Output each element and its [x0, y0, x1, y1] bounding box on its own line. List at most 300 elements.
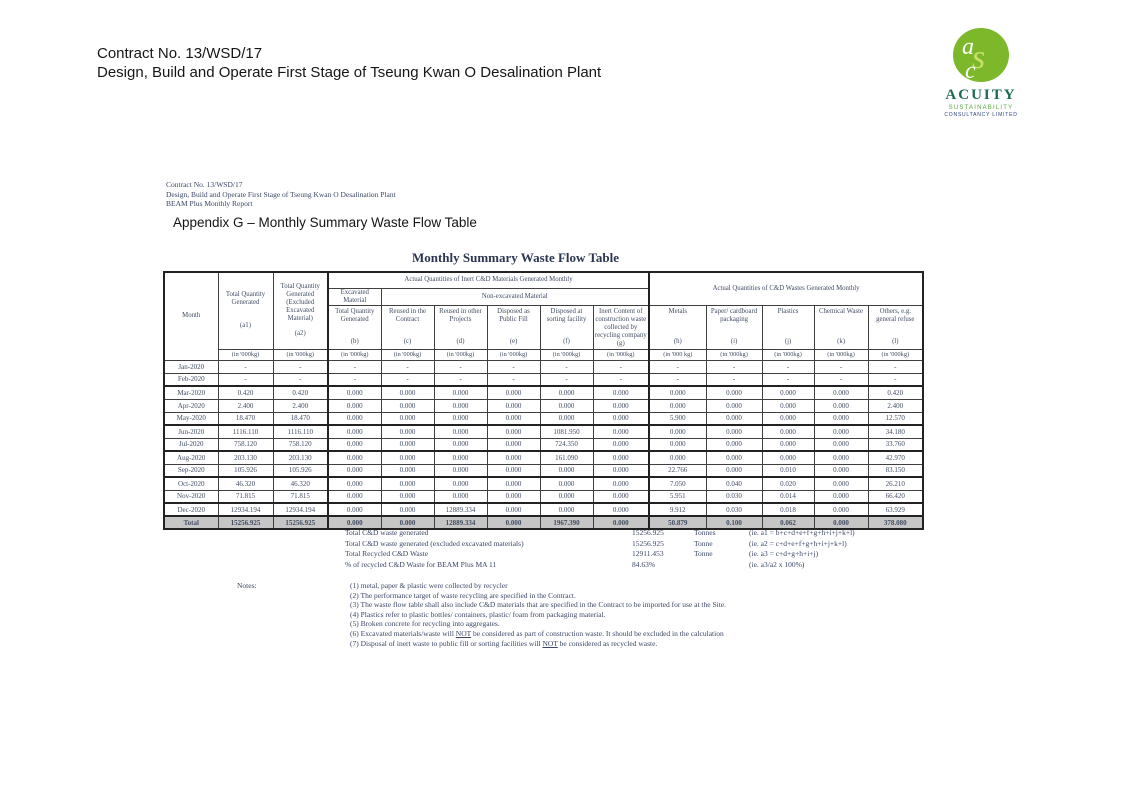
value-cell: - — [328, 373, 381, 386]
summary-unit: Tonne — [694, 538, 713, 548]
value-cell: 0.000 — [434, 464, 487, 477]
value-cell: 12934.194 — [273, 503, 328, 516]
value-cell: 0.000 — [487, 412, 540, 425]
col-header-h — [649, 305, 706, 349]
value-cell: 724.350 — [540, 438, 593, 451]
value-cell: 0.000 — [487, 451, 540, 464]
value-cell: 0.000 — [434, 438, 487, 451]
section-header-cnd-wastes: Actual Quantities of C&D Wastes Generated Monthly — [649, 272, 923, 305]
value-cell: - — [540, 373, 593, 386]
value-cell: 0.000 — [381, 425, 434, 438]
summary-row — [345, 560, 905, 571]
value-cell: - — [868, 373, 923, 386]
value-cell: 0.000 — [814, 503, 868, 516]
table-row — [164, 425, 923, 438]
col-header-c-letter: (c) — [403, 338, 412, 345]
value-cell: 71.815 — [273, 490, 328, 503]
unit-cell: (in '000kg) — [814, 349, 868, 360]
logo-mark-icon — [950, 26, 1012, 86]
value-cell: 0.000 — [434, 386, 487, 399]
summary-label: Total C&D waste generated — [345, 528, 429, 537]
col-header-a1-label: Total Quantity Generated — [225, 291, 266, 307]
summary-label: Total C&D waste generated (excluded excavated materials) — [345, 538, 524, 548]
report-contract-number: Contract No. 13/WSD/17 — [166, 180, 243, 189]
contract-title: Design, Build and Operate First Stage of Tseung Kwan O Desalination Plant — [97, 64, 602, 81]
value-cell: 0.000 — [540, 399, 593, 412]
value-cell: 5.951 — [649, 490, 706, 503]
value-cell: 0.000 — [649, 399, 706, 412]
col-header-k — [814, 305, 868, 349]
table-row — [164, 490, 923, 503]
value-cell: 0.000 — [593, 464, 649, 477]
col-header-a2-letter: (a2) — [294, 330, 306, 338]
value-cell: 378.080 — [868, 516, 923, 529]
value-cell: 0.010 — [762, 464, 814, 477]
month-cell: Apr-2020 — [164, 399, 218, 412]
table-row — [164, 477, 923, 490]
value-cell: 0.000 — [762, 386, 814, 399]
col-header-i-label: Paper/ cardboard packaging — [710, 308, 758, 323]
logo-tagline: SUSTAINABILITY — [948, 105, 1014, 111]
month-cell: Jun-2020 — [164, 425, 218, 438]
value-cell: 50.879 — [649, 516, 706, 529]
unit-cell: (in '000kg) — [381, 349, 434, 360]
notes-list — [350, 581, 910, 648]
col-header-i — [706, 305, 762, 349]
value-cell: - — [434, 360, 487, 373]
value-cell: 0.000 — [434, 399, 487, 412]
value-cell: 5.900 — [649, 412, 706, 425]
value-cell: 0.000 — [814, 490, 868, 503]
col-header-b-label: Total Quantity Generated — [335, 308, 375, 323]
value-cell: - — [706, 360, 762, 373]
value-cell: 0.000 — [706, 412, 762, 425]
value-cell: 0.000 — [593, 412, 649, 425]
value-cell: 46.320 — [273, 477, 328, 490]
value-cell: - — [762, 373, 814, 386]
logo-letter-a: a — [962, 34, 974, 60]
value-cell: 0.000 — [381, 399, 434, 412]
value-cell: 18.470 — [218, 412, 273, 425]
unit-cell: (in '000kg) — [328, 349, 381, 360]
value-cell: 0.000 — [593, 438, 649, 451]
col-header-j — [762, 305, 814, 349]
note-item: (1) metal, paper & plastic were collected by recycler — [350, 581, 508, 590]
value-cell: - — [487, 360, 540, 373]
value-cell: 12.570 — [868, 412, 923, 425]
value-cell: 0.000 — [381, 503, 434, 516]
value-cell: 0.000 — [434, 425, 487, 438]
value-cell: 0.000 — [487, 464, 540, 477]
note-item: (3) The waste flow table shall also include C&D materials that are specified in the Contract to be imported for use at the Site. — [350, 600, 726, 610]
value-cell: 0.000 — [649, 451, 706, 464]
col-header-e-label: Disposed as Public Fill — [497, 308, 530, 323]
col-header-e — [487, 305, 540, 349]
summary-unit: Tonnes — [694, 528, 716, 537]
summary-formula: (ie. a3 = c+d+g+h+i+j) — [749, 549, 819, 558]
value-cell: 0.000 — [487, 490, 540, 503]
summary-formula: (ie. a2 = c+d+e+f+g+h+i+j+k+l) — [749, 538, 847, 548]
value-cell: 0.000 — [593, 425, 649, 438]
col-header-i-letter: (i) — [730, 338, 738, 345]
value-cell: 0.000 — [706, 464, 762, 477]
value-cell: 0.000 — [434, 490, 487, 503]
value-cell: 0.000 — [593, 477, 649, 490]
value-cell: 0.000 — [487, 503, 540, 516]
month-cell: Oct-2020 — [164, 477, 218, 490]
value-cell: 0.000 — [328, 490, 381, 503]
value-cell: - — [218, 360, 273, 373]
value-cell: 0.030 — [706, 503, 762, 516]
value-cell: 0.000 — [328, 386, 381, 399]
value-cell: 0.000 — [540, 412, 593, 425]
note-item: (4) Plastics refer to plastic bottles/ containers, plastic/ foam from packaging material. — [350, 609, 606, 619]
value-cell: - — [487, 373, 540, 386]
col-header-k-label: Chemical Waste — [819, 308, 864, 315]
value-cell: 0.020 — [762, 477, 814, 490]
summary-value: 84.63% — [632, 559, 656, 569]
value-cell: 71.815 — [218, 490, 273, 503]
value-cell: - — [762, 360, 814, 373]
value-cell: 0.000 — [762, 399, 814, 412]
company-logo — [931, 26, 1031, 118]
summary-row — [345, 528, 905, 539]
notes-label: Notes: — [237, 581, 257, 590]
value-cell: - — [328, 360, 381, 373]
value-cell: - — [706, 373, 762, 386]
value-cell: 0.000 — [706, 386, 762, 399]
col-header-d — [434, 305, 487, 349]
value-cell: 83.150 — [868, 464, 923, 477]
value-cell: 0.062 — [762, 516, 814, 529]
col-header-j-label: Plastics — [777, 308, 799, 315]
value-cell: 0.000 — [328, 516, 381, 529]
value-cell: 0.000 — [649, 425, 706, 438]
value-cell: 0.000 — [540, 490, 593, 503]
value-cell: 0.000 — [593, 516, 649, 529]
col-header-a2 — [273, 272, 328, 349]
value-cell: 2.400 — [868, 399, 923, 412]
value-cell: 46.320 — [218, 477, 273, 490]
value-cell: 0.000 — [762, 438, 814, 451]
value-cell: 2.400 — [218, 399, 273, 412]
value-cell: 63.929 — [868, 503, 923, 516]
value-cell: 161.090 — [540, 451, 593, 464]
value-cell: 0.000 — [381, 438, 434, 451]
value-cell: 0.000 — [649, 386, 706, 399]
month-cell: Total — [164, 516, 218, 529]
value-cell: 0.000 — [487, 386, 540, 399]
summary-value: 15256.925 — [632, 538, 664, 548]
value-cell: 0.000 — [706, 425, 762, 438]
value-cell: 758.120 — [218, 438, 273, 451]
month-cell: Feb-2020 — [164, 373, 218, 386]
summary-formula: (ie. a3/a2 x 100%) — [749, 559, 805, 569]
value-cell: 0.000 — [328, 425, 381, 438]
col-header-l-letter: (l) — [892, 338, 899, 345]
subheader-non-excavated: Non-excavated Material — [381, 288, 649, 305]
value-cell: 0.000 — [593, 490, 649, 503]
unit-cell: (in '000kg) — [868, 349, 923, 360]
value-cell: 22.766 — [649, 464, 706, 477]
value-cell: 0.420 — [273, 386, 328, 399]
value-cell: 0.000 — [649, 438, 706, 451]
table-row — [164, 451, 923, 464]
note-item: (6) Excavated materials/waste will NOT be considered as part of construction waste. It should be excluded in the calculation — [350, 628, 724, 638]
value-cell: 0.000 — [593, 399, 649, 412]
value-cell: 12934.194 — [218, 503, 273, 516]
value-cell: 0.000 — [328, 464, 381, 477]
waste-flow-table — [163, 271, 924, 530]
month-cell: Dec-2020 — [164, 503, 218, 516]
value-cell: 0.000 — [814, 399, 868, 412]
value-cell: - — [273, 373, 328, 386]
col-header-month: Month — [164, 272, 218, 360]
col-header-a2-label: Total Quantity Generated (Excluded Excavated Material) — [280, 283, 320, 323]
summary-row — [345, 549, 905, 560]
value-cell: 0.420 — [868, 386, 923, 399]
col-header-a1 — [218, 272, 273, 349]
unit-cell: (in '000kg) — [273, 349, 328, 360]
value-cell: 15256.925 — [273, 516, 328, 529]
value-cell: 0.000 — [487, 438, 540, 451]
unit-cell: (in '000 kg) — [649, 349, 706, 360]
col-header-h-letter: (h) — [673, 338, 682, 345]
value-cell: 9.912 — [649, 503, 706, 516]
value-cell: 0.000 — [434, 412, 487, 425]
value-cell: - — [814, 360, 868, 373]
value-cell: 0.000 — [328, 503, 381, 516]
value-cell: - — [381, 373, 434, 386]
value-cell: - — [814, 373, 868, 386]
summary-value: 12911.453 — [632, 549, 664, 558]
table-row — [164, 386, 923, 399]
value-cell: - — [593, 360, 649, 373]
table-row — [164, 438, 923, 451]
value-cell: 0.000 — [487, 399, 540, 412]
value-cell: 0.000 — [593, 386, 649, 399]
col-header-g-letter: (g) — [616, 340, 625, 347]
value-cell: 0.000 — [487, 516, 540, 529]
subheader-excavated: Excavated Material — [328, 288, 381, 305]
value-cell: 0.000 — [540, 503, 593, 516]
summary-value: 15256.925 — [632, 528, 664, 537]
month-cell: Mar-2020 — [164, 386, 218, 399]
value-cell: 0.000 — [381, 451, 434, 464]
month-cell: May-2020 — [164, 412, 218, 425]
table-row — [164, 399, 923, 412]
col-header-d-label: Reused in other Projects — [439, 308, 482, 323]
col-header-e-letter: (e) — [509, 338, 518, 345]
col-header-f-label: Disposed at sorting facility — [546, 308, 587, 323]
value-cell: 0.000 — [381, 490, 434, 503]
value-cell: 0.000 — [814, 425, 868, 438]
appendix-title: Appendix G – Monthly Summary Waste Flow Table — [173, 215, 477, 230]
value-cell: 0.018 — [762, 503, 814, 516]
value-cell: 0.000 — [540, 477, 593, 490]
note-item: (2) The performance target of waste recycling are specified in the Contract. — [350, 590, 576, 600]
summary-formula: (ie. a1 = b+c+d+e+f+g+h+i+j+k+l) — [749, 528, 855, 537]
value-cell: 1116.110 — [273, 425, 328, 438]
summary-label: Total Recycled C&D Waste — [345, 549, 429, 558]
value-cell: 0.000 — [762, 412, 814, 425]
value-cell: 0.000 — [814, 464, 868, 477]
value-cell: 758.120 — [273, 438, 328, 451]
col-header-l-label: Others, e.g. general refuse — [876, 308, 915, 323]
letterhead — [97, 44, 601, 82]
value-cell: 0.000 — [814, 477, 868, 490]
table-row — [164, 373, 923, 386]
value-cell: 1116.110 — [218, 425, 273, 438]
value-cell: - — [540, 360, 593, 373]
value-cell: 0.000 — [762, 425, 814, 438]
col-header-g-label: Inert Content of construction waste collected by recycling company — [594, 308, 647, 339]
table-title: Monthly Summary Waste Flow Table — [411, 250, 620, 265]
summary-label: % of recycled C&D Waste for BEAM Plus MA 11 — [345, 559, 497, 569]
col-header-g — [593, 305, 649, 349]
value-cell: - — [649, 373, 706, 386]
value-cell: 0.000 — [762, 451, 814, 464]
value-cell: 0.000 — [434, 477, 487, 490]
col-header-k-letter: (k) — [837, 338, 845, 345]
logo-company-name: ACUITY — [945, 87, 1017, 103]
month-cell: Jul-2020 — [164, 438, 218, 451]
value-cell: 0.000 — [381, 516, 434, 529]
value-cell: 0.000 — [814, 412, 868, 425]
value-cell: 33.760 — [868, 438, 923, 451]
value-cell: 0.000 — [328, 451, 381, 464]
value-cell: 105.926 — [273, 464, 328, 477]
col-header-b — [328, 305, 381, 349]
value-cell: 26.210 — [868, 477, 923, 490]
col-header-b-letter: (b) — [350, 338, 359, 345]
value-cell: - — [273, 360, 328, 373]
value-cell: 0.000 — [593, 503, 649, 516]
value-cell: 0.000 — [540, 386, 593, 399]
value-cell: 1081.950 — [540, 425, 593, 438]
col-header-d-letter: (d) — [456, 338, 465, 345]
unit-cell: (in '000kg) — [706, 349, 762, 360]
unit-cell: (in '000kg) — [593, 349, 649, 360]
value-cell: 0.000 — [814, 386, 868, 399]
value-cell: 0.000 — [706, 399, 762, 412]
report-header — [166, 180, 396, 209]
month-cell: Aug-2020 — [164, 451, 218, 464]
col-header-c-label: Reused in the Contract — [389, 308, 426, 323]
month-cell: Nov-2020 — [164, 490, 218, 503]
value-cell: 42.970 — [868, 451, 923, 464]
value-cell: 0.000 — [540, 464, 593, 477]
col-header-h-label: Metals — [668, 308, 688, 315]
unit-cell: (in '000kg) — [434, 349, 487, 360]
logo-subtitle: CONSULTANCY LIMITED — [944, 112, 1018, 118]
summary-unit — [694, 560, 749, 571]
col-header-j-letter: (j) — [784, 338, 792, 345]
value-cell: 0.000 — [487, 477, 540, 490]
unit-cell: (in '000kg) — [218, 349, 273, 360]
table-row — [164, 503, 923, 516]
value-cell: 0.000 — [593, 451, 649, 464]
value-cell: - — [381, 360, 434, 373]
value-cell: 0.000 — [706, 438, 762, 451]
month-cell: Sep-2020 — [164, 464, 218, 477]
unit-cell: (in '000kg) — [762, 349, 814, 360]
note-item: (5) Broken concrete for recycling into aggregates. — [350, 619, 500, 629]
col-header-f — [540, 305, 593, 349]
value-cell: - — [434, 373, 487, 386]
unit-cell: (in '000kg) — [487, 349, 540, 360]
value-cell: - — [218, 373, 273, 386]
table-row — [164, 464, 923, 477]
value-cell: 0.000 — [814, 451, 868, 464]
value-cell: 34.180 — [868, 425, 923, 438]
col-header-c — [381, 305, 434, 349]
value-cell: 0.014 — [762, 490, 814, 503]
month-cell: Jan-2020 — [164, 360, 218, 373]
value-cell: 203.130 — [273, 451, 328, 464]
value-cell: 0.100 — [706, 516, 762, 529]
value-cell: 18.470 — [273, 412, 328, 425]
value-cell: 7.050 — [649, 477, 706, 490]
unit-cell: (in '000kg) — [540, 349, 593, 360]
value-cell: - — [593, 373, 649, 386]
value-cell: 12889.334 — [434, 516, 487, 529]
value-cell: 0.000 — [434, 451, 487, 464]
value-cell: 0.000 — [328, 438, 381, 451]
summary-unit: Tonne — [694, 549, 713, 558]
header-row-units — [164, 349, 923, 360]
value-cell: 0.000 — [328, 477, 381, 490]
summary-row — [345, 539, 905, 550]
table-row — [164, 360, 923, 373]
header-row-sections — [164, 272, 923, 288]
col-header-a1-letter: (a1) — [240, 322, 251, 330]
waste-summary — [345, 528, 905, 570]
logo-letter-s: s — [972, 39, 986, 76]
contract-number: Contract No. 13/WSD/17 — [97, 45, 263, 62]
value-cell: 0.000 — [381, 386, 434, 399]
value-cell: 0.000 — [328, 399, 381, 412]
value-cell: 0.420 — [218, 386, 273, 399]
value-cell: 66.420 — [868, 490, 923, 503]
value-cell: 15256.925 — [218, 516, 273, 529]
value-cell: 0.000 — [814, 438, 868, 451]
value-cell: 0.040 — [706, 477, 762, 490]
col-header-l — [868, 305, 923, 349]
report-type: BEAM Plus Monthly Report — [166, 199, 253, 208]
value-cell: 0.000 — [487, 425, 540, 438]
section-header-inert: Actual Quantities of Inert C&D Materials Generated Monthly — [328, 272, 649, 288]
value-cell: 0.000 — [706, 451, 762, 464]
value-cell: - — [868, 360, 923, 373]
value-cell: 0.000 — [381, 477, 434, 490]
col-header-f-letter: (f) — [563, 338, 570, 345]
logo-letter-c: c — [965, 58, 976, 84]
value-cell: 1967.390 — [540, 516, 593, 529]
value-cell: 0.000 — [381, 464, 434, 477]
report-contract-title: Design, Build and Operate First Stage of Tseung Kwan O Desalination Plant — [166, 189, 396, 199]
value-cell: - — [649, 360, 706, 373]
value-cell: 0.000 — [381, 412, 434, 425]
note-item: (7) Disposal of inert waste to public fill or sorting facilities will NOT be considered as recycled waste. — [350, 638, 658, 648]
value-cell: 12889.334 — [434, 503, 487, 516]
value-cell: 0.030 — [706, 490, 762, 503]
value-cell: 105.926 — [218, 464, 273, 477]
value-cell: 2.400 — [273, 399, 328, 412]
value-cell: 0.000 — [328, 412, 381, 425]
value-cell: 0.000 — [814, 516, 868, 529]
value-cell: 203.130 — [218, 451, 273, 464]
